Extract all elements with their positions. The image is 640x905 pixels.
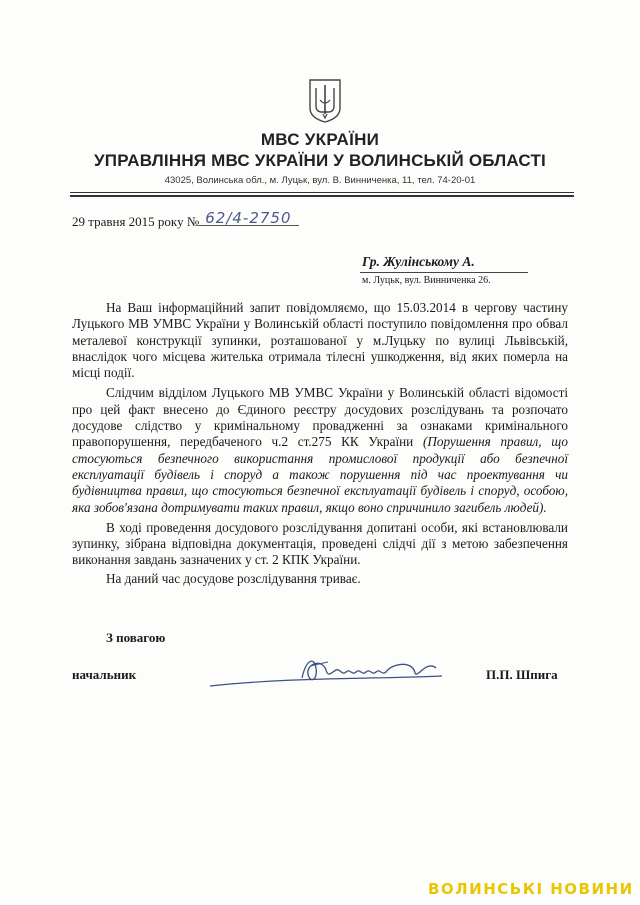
watermark-logo: ВОЛИНСЬКІ НОВИНИ xyxy=(428,880,634,898)
paragraph-4: На даний час досудове розслідування триває. xyxy=(106,570,361,586)
department-address: 43025, Волинська обл., м. Луцьк, вул. В. Винниченка, 11, тел. 74-20-01 xyxy=(164,175,476,186)
trident-emblem-icon xyxy=(308,78,342,124)
handwritten-signature xyxy=(206,648,446,694)
paragraph-2-main: Слідчим відділом Луцького МВ УМВС України у Волинській області відомості про цей факт внесено до Єдиного реєстру досудових розслідувань та розпочато досудове слідство у кримінальному провадженні за ознаками кримінального правопорушення, передбаченого ч.2 ст.275 КК України xyxy=(72,385,568,450)
paragraph-3: В ході проведення досудового розслідування допитані особи, які встановлювали зупинку, зібрана відповідна документація, проведені слідчі дії з метою забезпечення виконання завдань зазначених у ст. 2 КПК України. xyxy=(72,519,568,568)
addressee-divider xyxy=(360,272,528,273)
letter-date: 29 травня 2015 року № xyxy=(72,214,200,229)
header-divider-thin xyxy=(70,192,574,193)
signer-name: П.П. Шпига xyxy=(486,667,558,682)
registration-number: 62/4-2750 xyxy=(205,209,292,227)
letter-body xyxy=(72,300,568,591)
paragraph-2 xyxy=(72,385,568,515)
header-divider-thick xyxy=(70,195,574,197)
closing-respect: З повагою xyxy=(106,630,166,645)
signer-position: начальник xyxy=(72,667,137,682)
date-line xyxy=(72,209,299,230)
department-title: УПРАВЛІННЯ МВС УКРАЇНИ У ВОЛИНСЬКІЙ ОБЛАСТІ xyxy=(94,151,546,170)
paragraph-1: На Ваш інформаційний запит повідомляємо, що 15.03.2014 в чергову частину Луцького МВ УМВС України у Волинській області поступило повідомлення про обвал металевої конструкції зупинки, розташованої у м.Луцьку по вулиці Львівській, внаслідок чого місцева жителька отримала тілесні ушкодження, від яких померла на місці події. xyxy=(72,300,568,381)
addressee-name: Гр. Жулінському А. xyxy=(362,254,475,269)
addressee-address: м. Луцьк, вул. Винниченка 26. xyxy=(362,275,491,286)
ministry-title: МВС УКРАЇНИ xyxy=(260,130,380,149)
paragraph-2-italic: (Порушення правил, що стосуються безпечного використання промислової продукції або безпечної експлуатації будівель і споруд а також порушення під час проектування чи будівництва правил, що стосуються безпечної експлуатації будівель і споруд, особою, яка зобов'язана дотримувати таких правил, якщо воно спричинило загибель людей). xyxy=(72,434,568,515)
